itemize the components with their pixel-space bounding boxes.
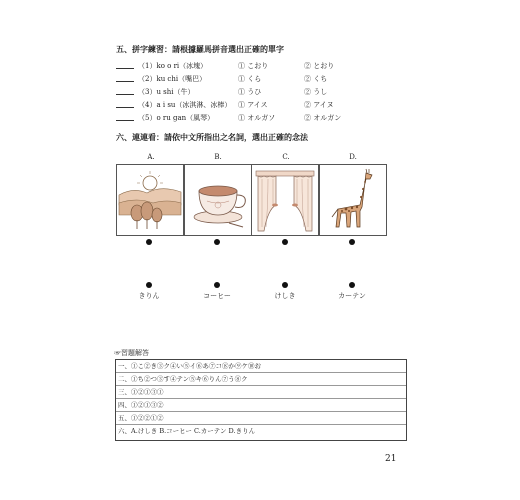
picture-card-b[interactable]	[184, 164, 252, 236]
option-2[interactable]: ② うし	[304, 88, 328, 96]
coffee-cup-icon	[185, 165, 251, 235]
card-letter-d: D.	[349, 153, 357, 161]
answer-blank[interactable]	[116, 81, 134, 82]
picture-card-c[interactable]	[251, 164, 319, 236]
connect-dot-word-4[interactable]	[349, 282, 355, 288]
option-2[interactable]: ② オルガン	[304, 114, 342, 122]
option-1[interactable]: ① くら	[238, 75, 262, 83]
picture-card-a[interactable]	[116, 164, 184, 236]
question-text: （4）a i su（冰淇淋、冰棒）	[138, 101, 232, 109]
section6-title: 六、連連看：請依中文所指出之名詞，選出正確的念法	[116, 132, 308, 142]
connect-dot-word-2[interactable]	[214, 282, 220, 288]
card-letter-b: B.	[214, 153, 222, 161]
word-option-2: コーヒー	[203, 292, 231, 300]
answer-blank[interactable]	[116, 120, 134, 121]
option-2[interactable]: ② とおり	[304, 62, 335, 70]
answer-row: 三、①②①③①	[116, 386, 406, 399]
section5-item	[0, 73, 520, 86]
option-1[interactable]: ① こおり	[238, 62, 269, 70]
option-1[interactable]: ① アイス	[238, 101, 268, 109]
connect-dot-word-3[interactable]	[282, 282, 288, 288]
answer-row: 二、①ち②つ③す④テン⑤キ⑥りん⑦う⑧ク	[116, 373, 406, 386]
option-2[interactable]: ② アイヌ	[304, 101, 334, 109]
question-text: （1）ko o ri（冰塊）	[138, 62, 208, 70]
answer-row: 四、①②①③②	[116, 399, 406, 412]
section5-item	[0, 86, 520, 99]
connect-dot-a[interactable]	[146, 239, 152, 245]
connect-dot-b[interactable]	[214, 239, 220, 245]
connect-dot-word-1[interactable]	[146, 282, 152, 288]
section5-title: 五、拼字練習：請根據羅馬拼音選出正確的單字	[116, 44, 284, 54]
landscape-trees-icon	[117, 165, 183, 235]
answer-row: 一、①こ②き③ク④い⑤イ⑥あ⑦コ⑧か⑨ケ⑩お	[116, 360, 406, 373]
option-1[interactable]: ① オルガソ	[238, 114, 276, 122]
section5-item	[0, 112, 520, 125]
answer-key-box	[115, 359, 407, 441]
section5-list	[0, 60, 520, 130]
answer-row: 五、①②②①②	[116, 412, 406, 425]
page-number: 21	[385, 454, 397, 464]
card-letter-a: A.	[147, 153, 155, 161]
connect-dot-d[interactable]	[349, 239, 355, 245]
section5-item	[0, 99, 520, 112]
answer-blank[interactable]	[116, 107, 134, 108]
option-2[interactable]: ② くち	[304, 75, 328, 83]
word-option-4: カーテン	[338, 292, 366, 300]
question-text: （2）ku chi（嘴巴）	[138, 75, 207, 83]
question-text: （5）o ru gan（風琴）	[138, 114, 215, 122]
curtain-icon	[252, 165, 318, 235]
answer-blank[interactable]	[116, 68, 134, 69]
question-text: （3）u shi（牛）	[138, 88, 195, 96]
word-option-3: けしき	[274, 292, 296, 300]
picture-card-d[interactable]	[319, 164, 387, 236]
giraffe-icon	[320, 165, 386, 235]
answer-row: 六、A.けしき B.コーヒー C.カーテン D.きりん	[118, 427, 256, 435]
connect-dot-c[interactable]	[282, 239, 288, 245]
word-option-1: きりん	[138, 292, 160, 300]
card-letter-c: C.	[282, 153, 290, 161]
section5-item	[0, 60, 520, 73]
answer-blank[interactable]	[116, 94, 134, 95]
option-1[interactable]: ① うひ	[238, 88, 262, 96]
answers-heading: ☞習題解答	[114, 349, 149, 357]
